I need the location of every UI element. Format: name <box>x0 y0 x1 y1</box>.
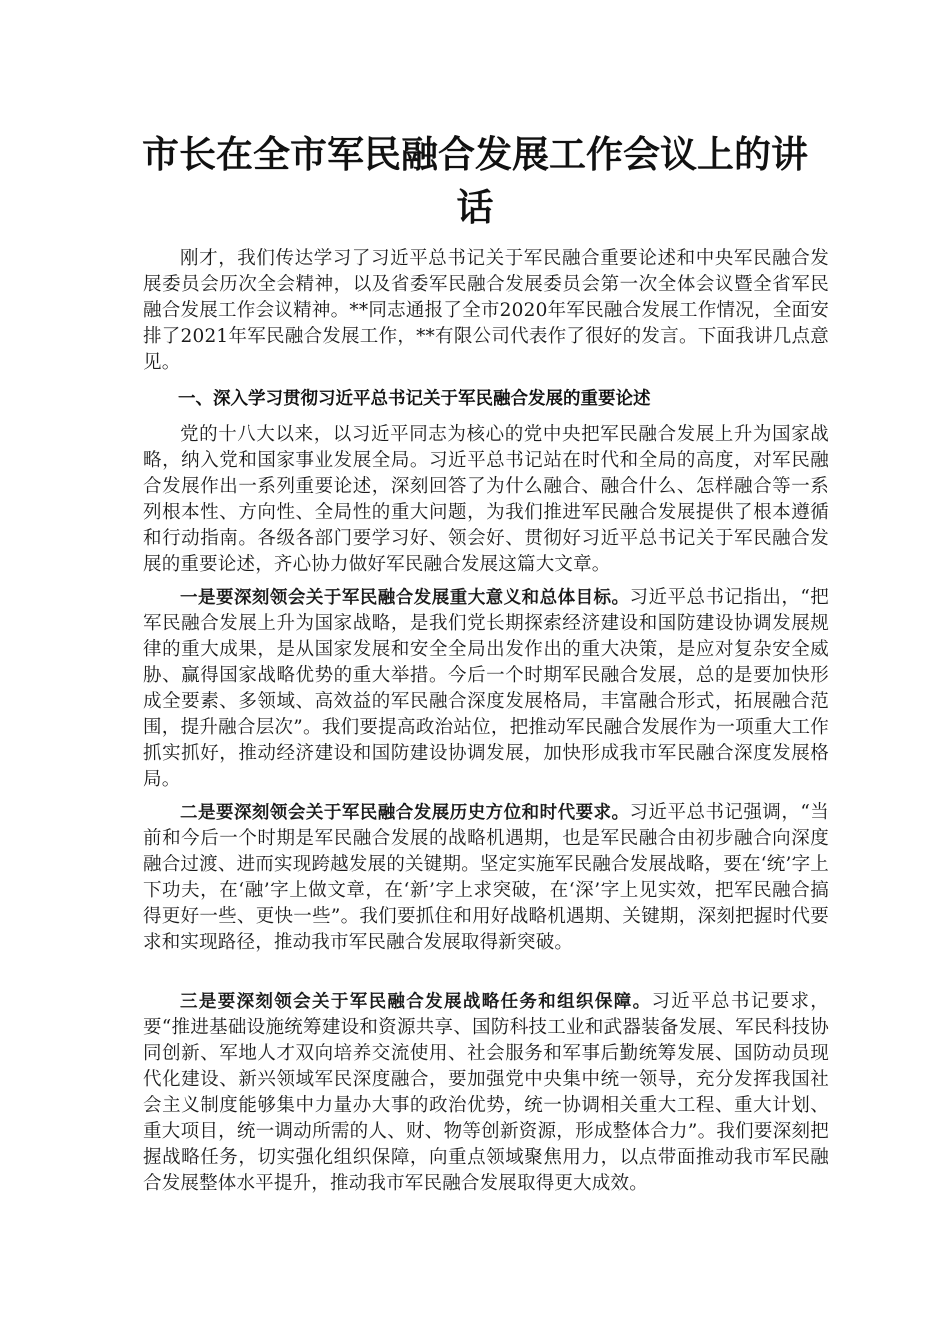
point-text-3: 习近平总书记要求，要“推进基础设施统筹建设和资源共享、国防科技工业和武器装备发展、军民科技协同创新、军地人才双向培养交流使用、社会服务和军事后勤统筹发展、国防动员现代化建设、新兴领域军民深度融合，要加强党中央集中统一领导，充分发挥我国社会主义制度能够集中力量办大事的政治优势，统一协调相关重大工程、重大计划、重大项目，统一调动所需的人、财、物等创新资源，形成整体合力”。我们要深刻把握战略任务，切实强化组织保障，向重点领域聚焦用力，以点带面推动我市军民融合发展整体水平提升，推动我市军民融合发展取得更大成效。 <box>143 991 829 1194</box>
point-text-2: 习近平总书记强调，“当前和今后一个时期是军民融合发展的战略机遇期，也是军民融合由初步融合向深度融合过渡、进而实现跨越发展的关键期。坚定实施军民融合发展战略，要在‘统’字上下功夫，在‘融’字上做文章，在‘新’字上求突破，在‘深’字上见实效，把军民融合搞得更好一些、更快一些”。我们要抓住和用好战略机遇期、关键期，深刻把握时代要求和实现路径，推动我市军民融合发展取得新突破。 <box>143 802 829 953</box>
point-lead-1: 一是要深刻领会关于军民融合发展重大意义和总体目标。 <box>180 588 630 608</box>
section-paragraph: 党的十八大以来，以习近平同志为核心的党中央把军民融合发展上升为国家战略，纳入党和国家事业发展全局。习近平总书记站在时代和全局的高度，对军民融合发展作出一系列重要论述，深刻回答了为什么融合、融合什么、怎样融合等一系列根本性、方向性、全局性的重大问题，为我们推进军民融合发展提供了根本遵循和行动指南。各级各部门要学习好、领会好、贯彻好习近平总书记关于军民融合发展的重要论述，齐心协力做好军民融合发展这篇大文章。 <box>143 424 829 575</box>
point-text-1: 习近平总书记指出，“把军民融合发展上升为国家战略，是我们党长期探索经济建设和国防建设协调发展规律的重大成果，是从国家发展和安全全局出发作出的重大决策，是应对复杂安全威胁、赢得国家战略优势的重大举措。今后一个时期军民融合发展，总的是要加快形成全要素、多领域、高效益的军民融合深度发展格局，丰富融合形式，拓展融合范围，提升融合层次”。我们要提高政治站位，把推动军民融合发展作为一项重大工作抓实抓好，推动经济建设和国防建设协调发展，加快形成我市军民融合深度发展格局。 <box>143 587 829 790</box>
point-paragraph-3 <box>143 989 829 1197</box>
point-paragraph-1 <box>143 585 829 793</box>
intro-paragraph: 刚才，我们传达学习了习近平总书记关于军民融合重要论述和中央军民融合发展委员会历次全会精神，以及省委军民融合发展委员会第一次全体会议暨全省军民融合发展工作会议精神。**同志通报了全市2020年军民融合发展工作情况，全面安排了2021年军民融合发展工作，**有限公司代表作了很好的发言。下面我讲几点意见。 <box>143 248 829 373</box>
point-lead-2: 二是要深刻领会关于军民融合发展历史方位和时代要求。 <box>180 803 630 823</box>
point-paragraph-2 <box>143 800 829 956</box>
point-lead-3: 三是要深刻领会关于军民融合发展战略任务和组织保障。 <box>180 992 652 1012</box>
section-heading: 一、深入学习贯彻习近平总书记关于军民融合发展的重要论述 <box>178 389 651 409</box>
document-title: 市长在全市军民融合发展工作会议上的讲话 <box>142 132 808 229</box>
